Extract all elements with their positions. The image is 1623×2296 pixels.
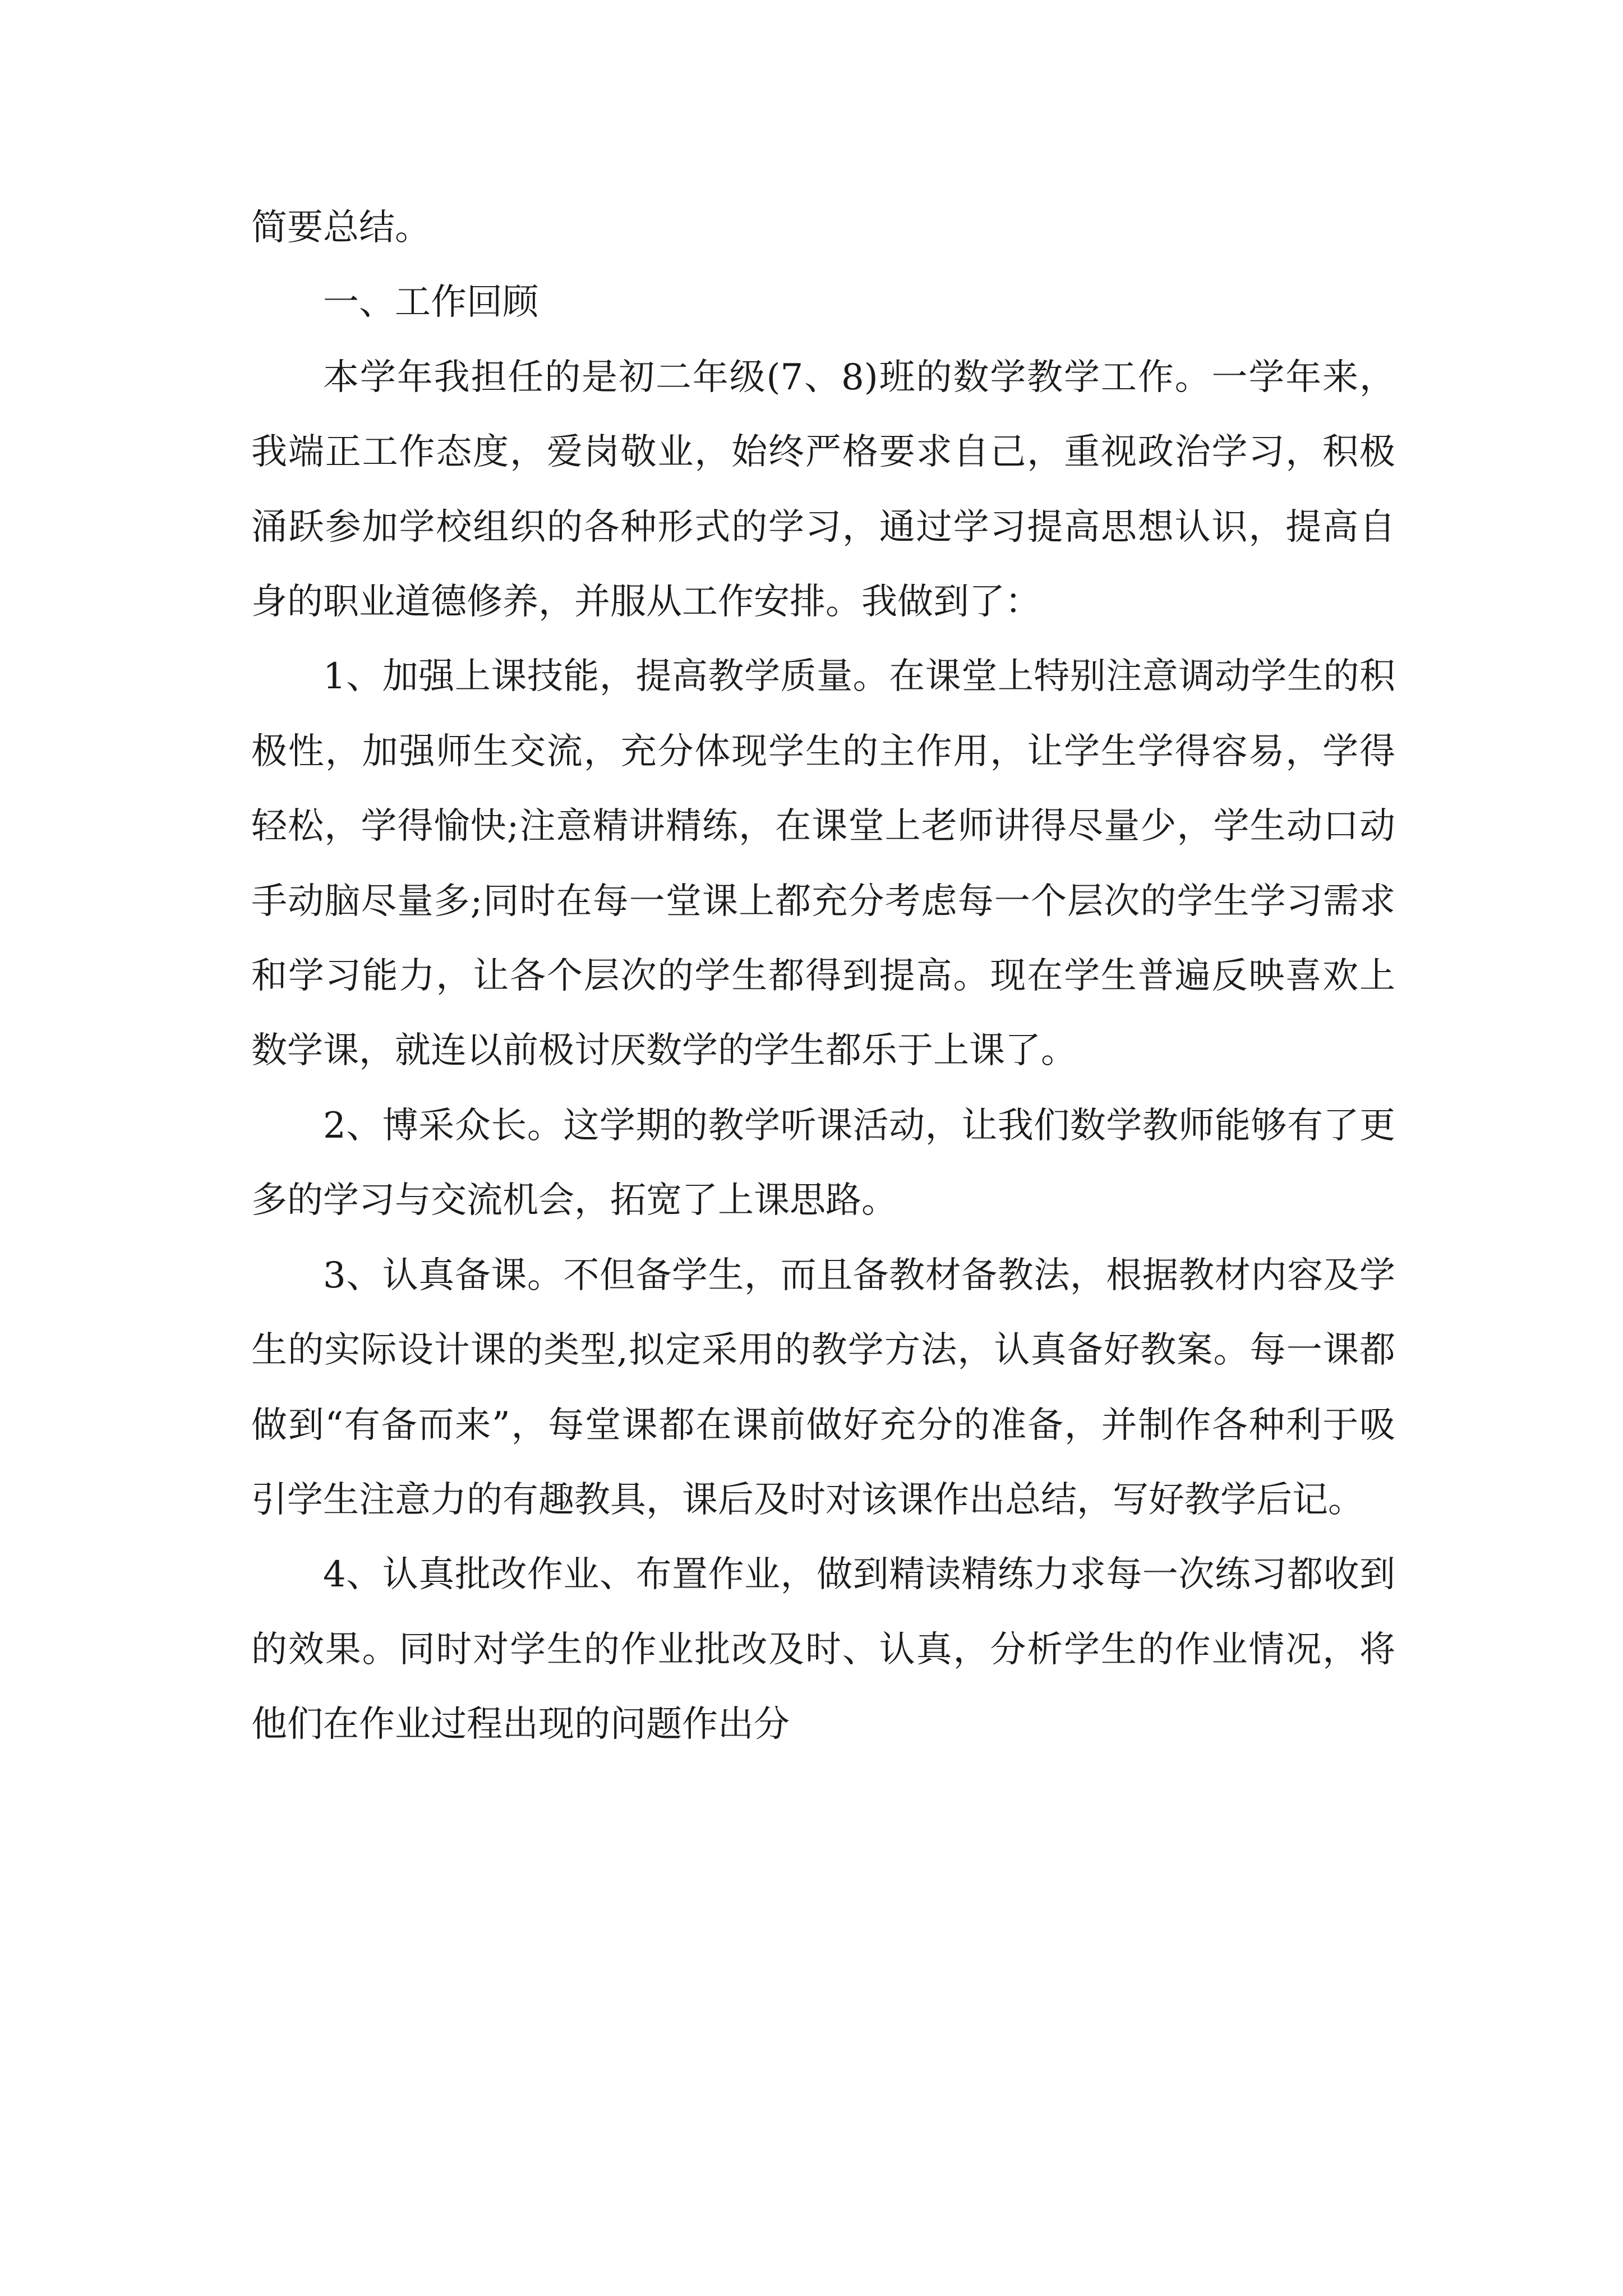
paragraph-summary-tail: 简要总结。 [251,207,431,249]
paragraph-item-3: 3、认真备课。不但备学生，而且备教材备教法，根据教材内容及学生的实际设计课的类型,拟定采用的教学方法，认真备好教案。每一课都做到“有备而来”，每堂课都在课前做好充分的准备，并制作各种利于吸引学生注意力的有趣教具，课后及时对该课作出总结，写好教学后记。 [251,1254,1395,1521]
section-heading-work-review: 一、工作回顾 [323,282,538,324]
paragraph-item-2: 2、博采众长。这学期的教学听课活动，让我们数学教师能够有了更多的学习与交流机会，拓宽了上课思路。 [251,1105,1395,1222]
paragraph-intro: 本学年我担任的是初二年级(7、8)班的数学教学工作。一学年来，我端正工作态度，爱岗敬业，始终严格要求自己，重视政治学习，积极涌跃参加学校组织的各种形式的学习，通过学习提高思想认识，提高自身的职业道德修养，并服从工作安排。我做到了： [251,356,1395,623]
paragraph-item-1: 1、加强上课技能，提高教学质量。在课堂上特别注意调动学生的积极性，加强师生交流，充分体现学生的主作用，让学生学得容易，学得轻松，学得愉快;注意精讲精练，在课堂上老师讲得尽量少，学生动口动手动脑尽量多;同时在每一堂课上都充分考虑每一个层次的学生学习需求和学习能力，让各个层次的学生都得到提高。现在学生普遍反映喜欢上数学课，就连以前极讨厌数学的学生都乐于上课了。 [251,656,1395,1072]
document-body [251,191,1395,1763]
paragraph-item-4: 4、认真批改作业、布置作业，做到精读精练力求每一次练习都收到的效果。同时对学生的作业批改及时、认真，分析学生的作业情况，将他们在作业过程出现的问题作出分 [251,1554,1395,1746]
